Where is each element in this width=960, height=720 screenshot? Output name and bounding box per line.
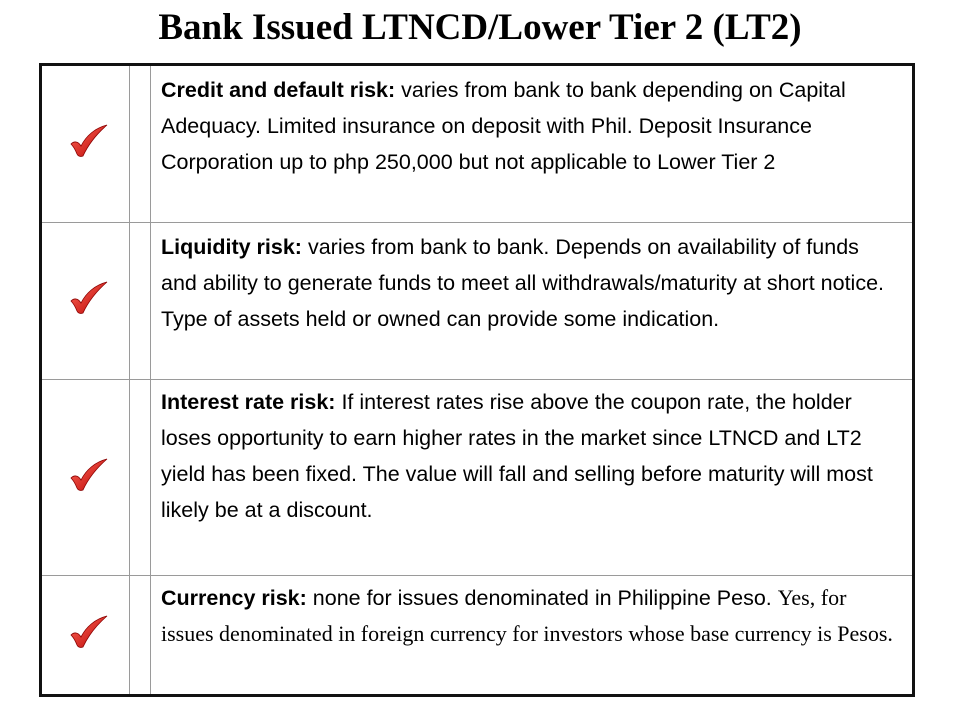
- table-row-interest-rate-risk: [42, 380, 912, 576]
- checkmark-icon: [69, 124, 109, 158]
- risk-table: [39, 63, 915, 697]
- risk-description: If interest rates rise above the coupon rate, the holder loses opportunity to earn higher rates in the market since LTNCD and LT2 yield has been fixed. The value will fall and selling before maturity will most likely be at a discount.: [161, 390, 873, 522]
- risk-description: none for issues denominated in Philippine Peso.: [312, 586, 772, 610]
- risk-label: Interest rate risk:: [161, 390, 336, 414]
- table-row-currency-risk: [42, 576, 912, 694]
- spacer-cell: [130, 380, 151, 575]
- risk-description: varies from bank to bank depending on Capital Adequacy. Limited insurance on deposit with Phil. Deposit Insurance Corporation up to php 250,000 but not applicable to Lower Tier 2: [161, 78, 846, 174]
- checkmark-icon: [69, 458, 109, 492]
- risk-text-cell: [151, 576, 912, 694]
- risk-label: Credit and default risk:: [161, 78, 396, 102]
- check-cell: [42, 576, 130, 694]
- table-row-liquidity-risk: [42, 223, 912, 380]
- risk-text-cell: [151, 223, 912, 379]
- risk-description: varies from bank to bank. Depends on availability of funds and ability to generate funds to meet all withdrawals/maturity at short notice. Type of assets held or owned can provide some indication.: [161, 235, 885, 331]
- check-cell: [42, 223, 130, 379]
- spacer-cell: [130, 66, 151, 222]
- checkmark-icon: [69, 615, 109, 649]
- check-cell: [42, 380, 130, 575]
- spacer-cell: [130, 576, 151, 694]
- risk-text-cell: [151, 380, 912, 575]
- risk-label: Liquidity risk:: [161, 235, 302, 259]
- risk-text-cell: [151, 66, 912, 222]
- table-row-credit-risk: [42, 66, 912, 223]
- risk-description-serif: Yes, for issues denominated in foreign currency for investors whose base currency is Pesos.: [161, 585, 893, 646]
- risk-label: Currency risk:: [161, 586, 307, 610]
- checkmark-icon: [69, 281, 109, 315]
- spacer-cell: [130, 223, 151, 379]
- slide-title: Bank Issued LTNCD/Lower Tier 2 (LT2): [158, 7, 802, 48]
- check-cell: [42, 66, 130, 222]
